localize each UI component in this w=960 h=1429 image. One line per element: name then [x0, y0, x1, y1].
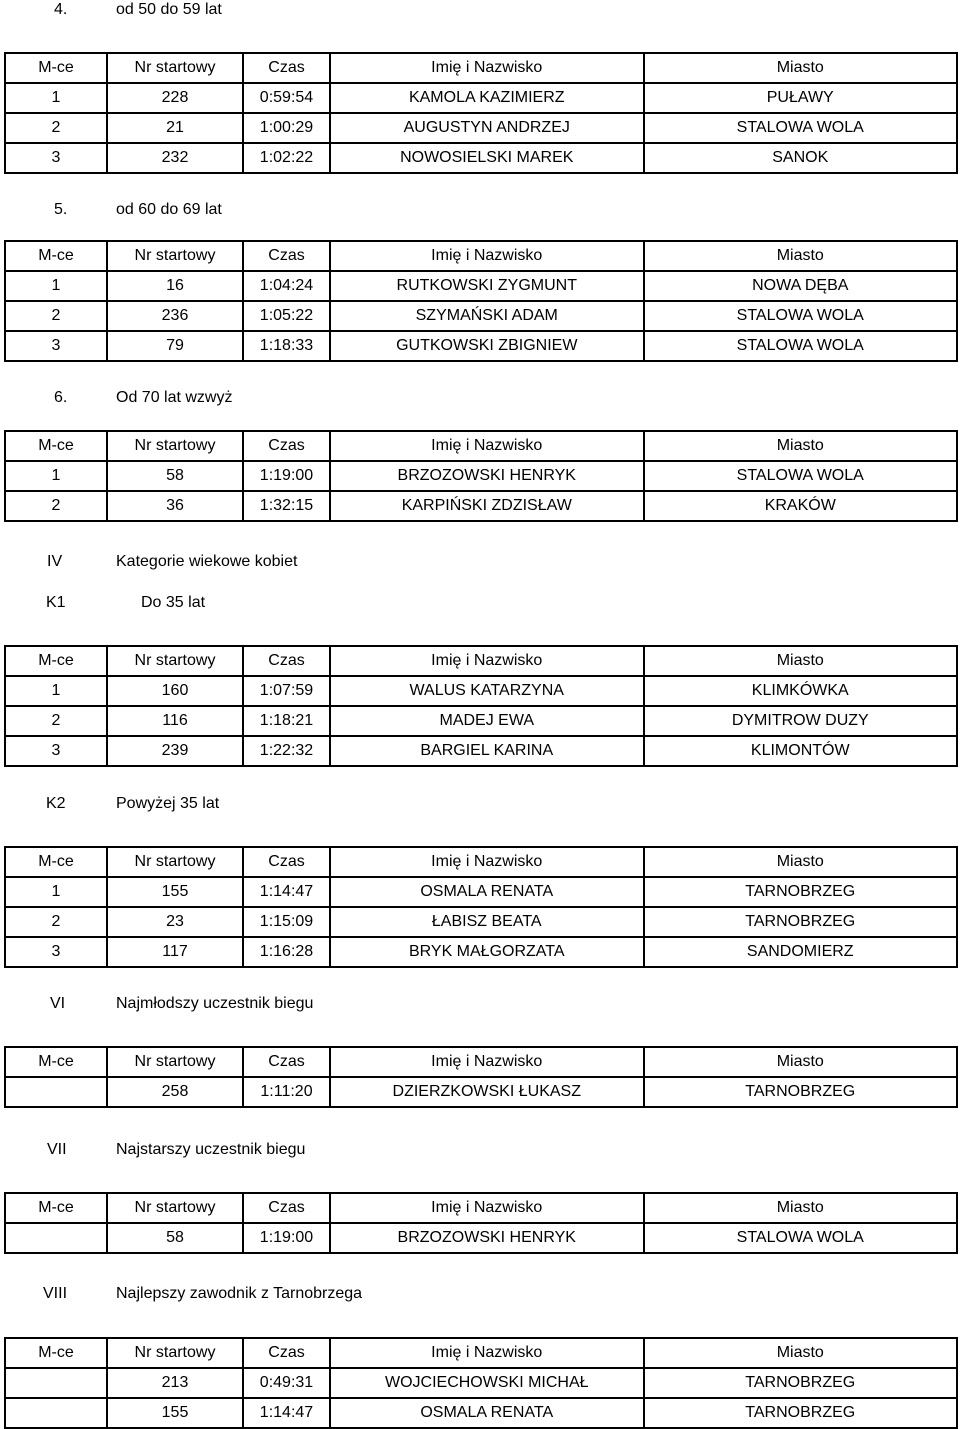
city-cell: KRAKÓW: [644, 491, 958, 521]
header-cell: Nr startowy: [107, 241, 243, 271]
place-cell: 2: [5, 113, 107, 143]
bib-cell: 117: [107, 937, 243, 967]
city-cell: DYMITROW DUZY: [644, 706, 958, 736]
time-cell: 0:59:54: [243, 83, 330, 113]
header-cell: Miasto: [644, 1338, 958, 1368]
name-cell: OSMALA RENATA: [330, 1398, 644, 1428]
header-cell: Miasto: [644, 847, 958, 877]
bib-cell: 21: [107, 113, 243, 143]
section-title: Najlepszy zawodnik z Tarnobrzega: [116, 1285, 363, 1302]
city-cell: SANOK: [644, 143, 958, 173]
table-row: [5, 736, 957, 766]
header-cell: Nr startowy: [107, 1338, 243, 1368]
bib-cell: 79: [107, 331, 243, 361]
name-cell: BRZOZOWSKI HENRYK: [330, 461, 644, 491]
place-cell: 1: [5, 83, 107, 113]
city-cell: STALOWA WOLA: [644, 301, 958, 331]
table-header-row: [5, 1193, 957, 1223]
table-header-row: [5, 241, 957, 271]
time-cell: 1:11:20: [243, 1077, 330, 1107]
section-number: K2: [46, 795, 66, 812]
table-row: [5, 113, 957, 143]
header-cell: Nr startowy: [107, 847, 243, 877]
name-cell: BRZOZOWSKI HENRYK: [330, 1223, 644, 1253]
place-cell: 2: [5, 491, 107, 521]
header-cell: Imię i Nazwisko: [330, 53, 644, 83]
place-cell: 3: [5, 736, 107, 766]
category-group-number: IV: [47, 553, 63, 570]
city-cell: KLIMKÓWKA: [644, 676, 958, 706]
results-table: [4, 1046, 958, 1108]
bib-cell: 155: [107, 1398, 243, 1428]
section-number: 4.: [54, 1, 68, 18]
table-row: [5, 877, 957, 907]
name-cell: SZYMAŃSKI ADAM: [330, 301, 644, 331]
results-table: [4, 52, 958, 174]
header-cell: Miasto: [644, 53, 958, 83]
time-cell: 1:02:22: [243, 143, 330, 173]
name-cell: NOWOSIELSKI MAREK: [330, 143, 644, 173]
header-cell: Nr startowy: [107, 53, 243, 83]
time-cell: 0:49:31: [243, 1368, 330, 1398]
section-number: VII: [47, 1141, 67, 1158]
header-cell: Nr startowy: [107, 431, 243, 461]
results-table: [4, 645, 958, 767]
bib-cell: 239: [107, 736, 243, 766]
bib-cell: 58: [107, 1223, 243, 1253]
header-cell: M-ce: [5, 1338, 107, 1368]
name-cell: KAMOLA KAZIMIERZ: [330, 83, 644, 113]
place-cell: 3: [5, 937, 107, 967]
header-cell: Imię i Nazwisko: [330, 646, 644, 676]
time-cell: 1:22:32: [243, 736, 330, 766]
section-number: K1: [46, 594, 66, 611]
table-row: [5, 1077, 957, 1107]
header-cell: M-ce: [5, 1193, 107, 1223]
header-cell: Czas: [243, 1047, 330, 1077]
section-number: 5.: [54, 201, 68, 218]
name-cell: DZIERZKOWSKI ŁUKASZ: [330, 1077, 644, 1107]
place-cell: 1: [5, 676, 107, 706]
section-title: od 50 do 59 lat: [116, 1, 222, 18]
time-cell: 1:18:21: [243, 706, 330, 736]
bib-cell: 116: [107, 706, 243, 736]
name-cell: AUGUSTYN ANDRZEJ: [330, 113, 644, 143]
time-cell: 1:14:47: [243, 877, 330, 907]
time-cell: 1:19:00: [243, 461, 330, 491]
bib-cell: 236: [107, 301, 243, 331]
table-row: [5, 1223, 957, 1253]
header-cell: Czas: [243, 1338, 330, 1368]
header-cell: Miasto: [644, 1193, 958, 1223]
bib-cell: 58: [107, 461, 243, 491]
header-cell: M-ce: [5, 646, 107, 676]
section-title: od 60 do 69 lat: [116, 201, 222, 218]
name-cell: KARPIŃSKI ZDZISŁAW: [330, 491, 644, 521]
results-table: [4, 1192, 958, 1254]
header-cell: Imię i Nazwisko: [330, 241, 644, 271]
place-cell: 2: [5, 301, 107, 331]
bib-cell: 232: [107, 143, 243, 173]
header-cell: M-ce: [5, 847, 107, 877]
place-cell: [5, 1077, 107, 1107]
section-number: VI: [50, 995, 66, 1012]
category-group-title: Kategorie wiekowe kobiet: [116, 553, 298, 570]
table-header-row: [5, 1047, 957, 1077]
city-cell: TARNOBRZEG: [644, 907, 958, 937]
name-cell: BRYK MAŁGORZATA: [330, 937, 644, 967]
bib-cell: 160: [107, 676, 243, 706]
time-cell: 1:05:22: [243, 301, 330, 331]
table-header-row: [5, 847, 957, 877]
time-cell: 1:18:33: [243, 331, 330, 361]
header-cell: M-ce: [5, 241, 107, 271]
time-cell: 1:04:24: [243, 271, 330, 301]
table-row: [5, 937, 957, 967]
city-cell: PUŁAWY: [644, 83, 958, 113]
place-cell: 1: [5, 271, 107, 301]
bib-cell: 16: [107, 271, 243, 301]
header-cell: Czas: [243, 646, 330, 676]
place-cell: 3: [5, 331, 107, 361]
table-row: [5, 676, 957, 706]
header-cell: Imię i Nazwisko: [330, 1047, 644, 1077]
table-header-row: [5, 431, 957, 461]
section-title: Powyżej 35 lat: [116, 795, 220, 812]
city-cell: STALOWA WOLA: [644, 461, 958, 491]
city-cell: STALOWA WOLA: [644, 1223, 958, 1253]
city-cell: TARNOBRZEG: [644, 1368, 958, 1398]
results-table: [4, 430, 958, 522]
time-cell: 1:16:28: [243, 937, 330, 967]
city-cell: TARNOBRZEG: [644, 877, 958, 907]
time-cell: 1:00:29: [243, 113, 330, 143]
name-cell: ŁABISZ BEATA: [330, 907, 644, 937]
results-table: [4, 240, 958, 362]
header-cell: M-ce: [5, 53, 107, 83]
place-cell: 1: [5, 461, 107, 491]
section-title: Do 35 lat: [141, 594, 206, 611]
name-cell: MADEJ EWA: [330, 706, 644, 736]
table-row: [5, 491, 957, 521]
table-row: [5, 1368, 957, 1398]
table-row: [5, 271, 957, 301]
bib-cell: 155: [107, 877, 243, 907]
name-cell: RUTKOWSKI ZYGMUNT: [330, 271, 644, 301]
header-cell: Nr startowy: [107, 646, 243, 676]
name-cell: WALUS KATARZYNA: [330, 676, 644, 706]
header-cell: Miasto: [644, 1047, 958, 1077]
table-header-row: [5, 53, 957, 83]
table-header-row: [5, 1338, 957, 1368]
header-cell: Miasto: [644, 241, 958, 271]
header-cell: Czas: [243, 1193, 330, 1223]
place-cell: 1: [5, 877, 107, 907]
bib-cell: 213: [107, 1368, 243, 1398]
name-cell: BARGIEL KARINA: [330, 736, 644, 766]
city-cell: SANDOMIERZ: [644, 937, 958, 967]
section-number: 6.: [54, 389, 68, 406]
header-cell: Nr startowy: [107, 1047, 243, 1077]
table-row: [5, 83, 957, 113]
section-title: Najstarszy uczestnik biegu: [116, 1141, 306, 1158]
header-cell: M-ce: [5, 1047, 107, 1077]
city-cell: STALOWA WOLA: [644, 113, 958, 143]
table-row: [5, 1398, 957, 1428]
header-cell: Czas: [243, 431, 330, 461]
results-table: [4, 1337, 958, 1429]
table-header-row: [5, 646, 957, 676]
time-cell: 1:32:15: [243, 491, 330, 521]
header-cell: Imię i Nazwisko: [330, 1338, 644, 1368]
header-cell: Imię i Nazwisko: [330, 431, 644, 461]
header-cell: Imię i Nazwisko: [330, 1193, 644, 1223]
city-cell: TARNOBRZEG: [644, 1398, 958, 1428]
header-cell: M-ce: [5, 431, 107, 461]
place-cell: [5, 1398, 107, 1428]
city-cell: STALOWA WOLA: [644, 331, 958, 361]
time-cell: 1:19:00: [243, 1223, 330, 1253]
header-cell: Imię i Nazwisko: [330, 847, 644, 877]
table-row: [5, 143, 957, 173]
section-number: VIII: [43, 1285, 68, 1302]
header-cell: Czas: [243, 241, 330, 271]
place-cell: 2: [5, 907, 107, 937]
bib-cell: 36: [107, 491, 243, 521]
city-cell: KLIMONTÓW: [644, 736, 958, 766]
place-cell: [5, 1368, 107, 1398]
section-title: Od 70 lat wzwyż: [116, 389, 233, 406]
table-row: [5, 907, 957, 937]
results-table: [4, 846, 958, 968]
header-cell: Czas: [243, 53, 330, 83]
bib-cell: 228: [107, 83, 243, 113]
table-row: [5, 331, 957, 361]
header-cell: Czas: [243, 847, 330, 877]
table-row: [5, 461, 957, 491]
time-cell: 1:15:09: [243, 907, 330, 937]
time-cell: 1:07:59: [243, 676, 330, 706]
city-cell: NOWA DĘBA: [644, 271, 958, 301]
place-cell: 2: [5, 706, 107, 736]
time-cell: 1:14:47: [243, 1398, 330, 1428]
section-title: Najmłodszy uczestnik biegu: [116, 995, 314, 1012]
table-row: [5, 301, 957, 331]
bib-cell: 23: [107, 907, 243, 937]
place-cell: 3: [5, 143, 107, 173]
header-cell: Nr startowy: [107, 1193, 243, 1223]
city-cell: TARNOBRZEG: [644, 1077, 958, 1107]
bib-cell: 258: [107, 1077, 243, 1107]
name-cell: WOJCIECHOWSKI MICHAŁ: [330, 1368, 644, 1398]
name-cell: GUTKOWSKI ZBIGNIEW: [330, 331, 644, 361]
name-cell: OSMALA RENATA: [330, 877, 644, 907]
table-row: [5, 706, 957, 736]
header-cell: Miasto: [644, 646, 958, 676]
place-cell: [5, 1223, 107, 1253]
header-cell: Miasto: [644, 431, 958, 461]
